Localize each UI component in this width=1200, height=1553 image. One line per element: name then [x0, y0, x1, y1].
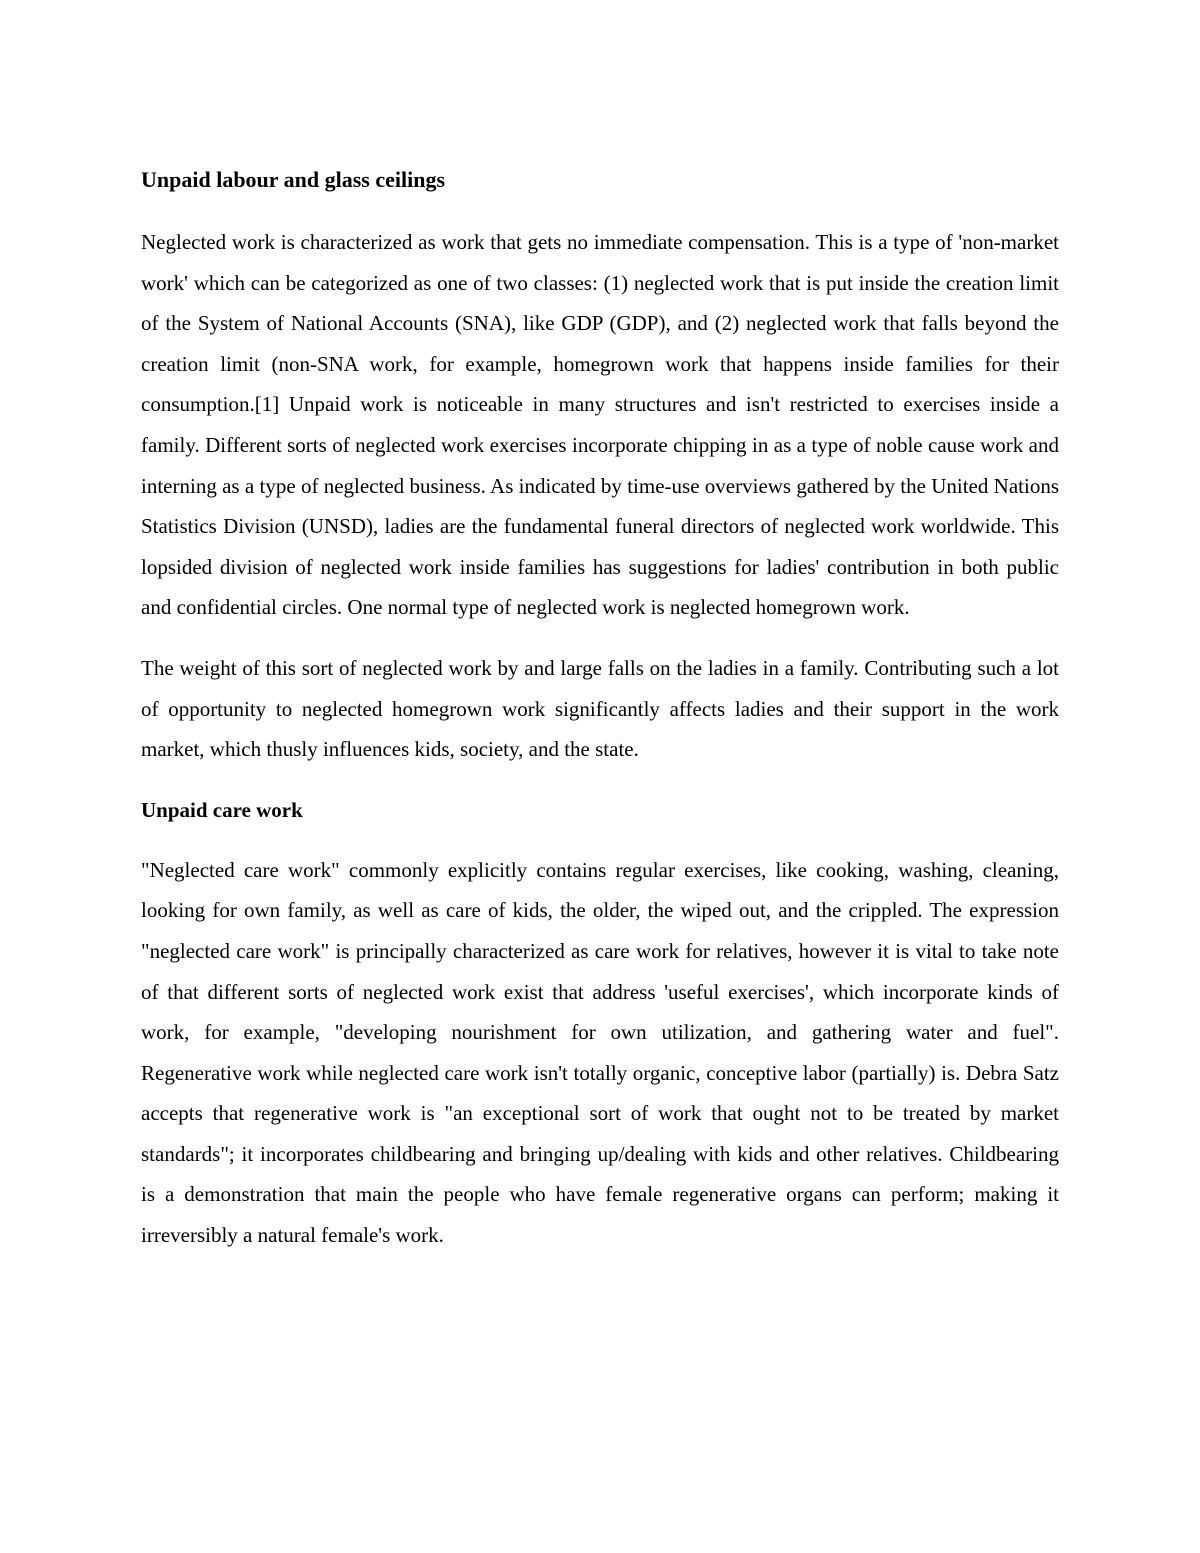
- document-body: [141, 160, 1059, 1276]
- document-title: Unpaid labour and glass ceilings: [141, 167, 446, 192]
- paragraph-unpaid-care-work: "Neglected care work" commonly explicitly contains regular exercises, like cooking, washing, cleaning, looking for own family, as well as care of kids, the older, the wiped out, and the crippled. The expression "neglected care work" is principally characterized as care work for relatives, however it is vital to take note of that different sorts of neglected work exist that address 'useful exercises', which incorporate kinds of work, for example, "developing nourishment for own utilization, and gathering water and fuel". Regenerative work while neglected care work isn't totally organic, conceptive labor (partially) is. Debra Satz accepts that regenerative work is "an exceptional sort of work that ought not to be treated by market standards"; it incorporates childbearing and bringing up/dealing with kids and other relatives. Childbearing is a demonstration that main the people who have female regenerative organs can perform; making it irreversibly a natural female's work.: [141, 857, 1059, 1248]
- section-heading-unpaid-care-work: Unpaid care work: [141, 797, 303, 822]
- paragraph-neglected-work-definition: Neglected work is characterized as work that gets no immediate compensation. This is a type of 'non-market work' which can be categorized as one of two classes: (1) neglected work that is put inside the creation limit of the System of National Accounts (SNA), like GDP (GDP), and (2) neglected work that falls beyond the creation limit (non-SNA work, for example, homegrown work that happens inside families for their consumption.[1] Unpaid work is noticeable in many structures and isn't restricted to exercises inside a family. Different sorts of neglected work exercises incorporate chipping in as a type of noble cause work and interning as a type of neglected business. As indicated by time-use overviews gathered by the United Nations Statistics Division (UNSD), ladies are the fundamental funeral directors of neglected work worldwide. This lopsided division of neglected work inside families has suggestions for ladies' contribution in both public and confidential circles. One normal type of neglected work is neglected homegrown work.: [141, 230, 1059, 620]
- paragraph-weight-on-ladies: The weight of this sort of neglected work by and large falls on the ladies in a family. Contributing such a lot of opportunity to neglected homegrown work significantly affects ladies and their support in the work market, which thusly influences kids, society, and the state.: [141, 655, 1059, 762]
